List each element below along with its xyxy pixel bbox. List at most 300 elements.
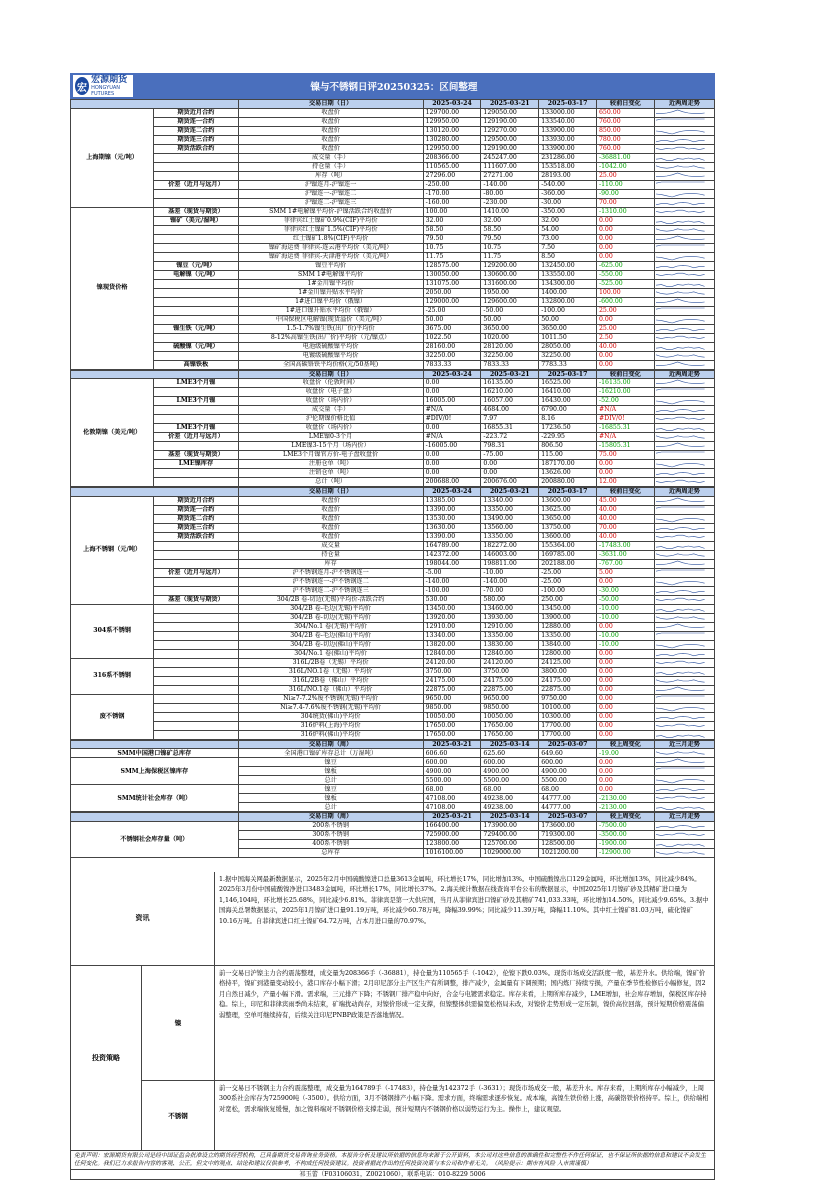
value-cell: 132450.00 <box>539 261 597 270</box>
trend-cell <box>654 234 714 243</box>
label-cell: 沪镍连一-沪镍连二 <box>238 189 423 198</box>
value-cell: 17650.00 <box>423 721 481 730</box>
table-row <box>71 270 715 279</box>
trend-cell <box>654 622 714 631</box>
sub-cell <box>154 577 238 586</box>
change-cell: 0.00 <box>597 351 655 360</box>
value-cell: 13750.00 <box>539 523 597 532</box>
value-cell: 580.00 <box>481 595 539 604</box>
table-row <box>71 676 715 685</box>
table-row <box>71 433 715 442</box>
trend-cell <box>654 640 714 649</box>
head-cell: 交易日期（日） <box>238 100 423 109</box>
value-cell: 68.00 <box>539 785 597 794</box>
table-row <box>71 586 715 595</box>
trend-cell <box>654 451 714 460</box>
value-cell: 4900.00 <box>423 767 481 776</box>
label-cell: 收盘价（场内价） <box>238 397 423 406</box>
value-cell: 1016100.00 <box>423 848 481 857</box>
head-cell: 较前日变化 <box>597 488 655 497</box>
change-cell: -12900.00 <box>597 848 655 857</box>
change-cell: 0.00 <box>597 667 655 676</box>
sparkline-chart <box>655 145 705 153</box>
sparkline-chart <box>655 469 705 477</box>
trend-cell <box>654 342 714 351</box>
strategy-stainless-text: 前一交易日不锈钢主力合约震荡整理，成交量为164789手（-17483），持仓量为142372手（-3631）；现货市场成交一般，基差升水。库存来看，上期所库存小幅减少，上周300系社会库存为725900吨（-3500）。供给方面，3月不锈钢排产小幅下降。需求方面，终端需求逐步恢复。成本端，高镍生铁价格上涨，高碳铬铁价格持平。综上，供给端相对宽松，需求端恢复缓慢，加之镍料端对不锈钢价格支撑走弱，预计短期内不锈钢价格以弱势运行为主。操作上，建议观望。 <box>215 1081 715 1151</box>
trend-cell <box>654 153 714 162</box>
sparkline-chart <box>655 379 705 387</box>
value-cell: 16057.00 <box>481 397 539 406</box>
change-cell: -16135.00 <box>597 379 655 388</box>
table-row <box>71 117 715 126</box>
sub-cell: 期货连三合约 <box>154 523 238 532</box>
value-cell: 129190.00 <box>481 117 539 126</box>
value-cell: -360.00 <box>539 189 597 198</box>
trend-cell <box>654 415 714 424</box>
label-cell: 菲律宾红土镍矿1.5%(CIF)平均价 <box>238 225 423 234</box>
sparkline-chart <box>655 127 705 135</box>
table-row <box>71 243 715 252</box>
sub-cell <box>154 415 238 424</box>
table-row <box>71 351 715 360</box>
change-cell: -16210.00 <box>597 388 655 397</box>
trend-cell <box>654 803 714 812</box>
table-row <box>71 469 715 478</box>
table-row <box>71 415 715 424</box>
table-row <box>71 613 715 622</box>
value-cell: 133550.00 <box>539 270 597 279</box>
label-cell: 红土镍矿1.8%(CIF)平均价 <box>238 234 423 243</box>
label-cell: 300系不锈钢 <box>238 830 423 839</box>
table-row <box>71 730 715 739</box>
value-cell: 182272.00 <box>481 541 539 550</box>
sparkline-chart <box>655 542 705 550</box>
change-cell: 760.00 <box>597 117 655 126</box>
value-cell: 16135.00 <box>481 379 539 388</box>
change-cell: 850.00 <box>597 126 655 135</box>
label-cell: 收盘价 <box>238 108 423 117</box>
sub-cell <box>154 252 238 261</box>
value-cell: -540.00 <box>539 180 597 189</box>
value-cell: 13340.00 <box>423 631 481 640</box>
label-cell: 1#进口镍升贴水平均价（俄镍） <box>238 306 423 315</box>
value-cell: 68.00 <box>423 785 481 794</box>
value-cell: 7833.33 <box>423 360 481 369</box>
trend-cell <box>654 613 714 622</box>
trend-cell <box>654 379 714 388</box>
table-sh-stainless <box>70 487 715 740</box>
value-cell: -223.72 <box>481 433 539 442</box>
change-cell: -1310.00 <box>597 207 655 216</box>
trend-cell <box>654 108 714 117</box>
change-cell: -2130.00 <box>597 803 655 812</box>
value-cell: 32.00 <box>423 216 481 225</box>
label-cell: 1#金川镍平均价 <box>238 279 423 288</box>
value-cell: 13385.00 <box>423 496 481 505</box>
table-row <box>71 640 715 649</box>
sub-cell <box>154 406 238 415</box>
value-cell: 47108.00 <box>423 803 481 812</box>
sub-cell: 硫酸镍（元/吨） <box>154 342 238 351</box>
table-row <box>71 622 715 631</box>
head-cell: 2025-03-21 <box>481 370 539 379</box>
sub-cell <box>154 613 238 622</box>
table-row <box>71 225 715 234</box>
value-cell: 7.50 <box>539 243 597 252</box>
strategy-label: 投资策略 <box>70 966 142 1151</box>
change-cell: -550.00 <box>597 270 655 279</box>
table-row <box>71 379 715 388</box>
sparkline-chart <box>655 623 705 631</box>
trend-cell <box>654 198 714 207</box>
trend-cell <box>654 577 714 586</box>
label-cell: 库存（吨） <box>238 171 423 180</box>
table-row <box>71 568 715 577</box>
value-cell: 13840.00 <box>539 640 597 649</box>
head-cell: 较上周变化 <box>597 813 655 822</box>
value-cell: 111607.00 <box>481 162 539 171</box>
value-cell: 130120.00 <box>423 126 481 135</box>
strategy-texts <box>215 966 715 1151</box>
sub-cell <box>154 189 238 198</box>
change-cell: 0.00 <box>597 243 655 252</box>
value-cell: -25.00 <box>539 568 597 577</box>
value-cell: 200880.00 <box>539 478 597 487</box>
label-cell: 总计（吨） <box>238 478 423 487</box>
value-cell: 133900.00 <box>539 126 597 135</box>
change-cell: -10.00 <box>597 604 655 613</box>
trend-cell <box>654 730 714 739</box>
head-cell: 2025-03-21 <box>423 740 481 749</box>
label-cell: 沪镍连二-沪镍连三 <box>238 198 423 207</box>
trend-cell <box>654 667 714 676</box>
change-cell: -7500.00 <box>597 821 655 830</box>
sparkline-chart <box>655 596 705 604</box>
trend-cell <box>654 821 714 830</box>
strategy-nickel-label: 镍 <box>142 966 215 1081</box>
value-cell: 729400.00 <box>481 830 539 839</box>
label-cell: 库存 <box>238 559 423 568</box>
value-cell: 13820.00 <box>423 640 481 649</box>
label-cell: 304/No.1 卷(佛山)平均价 <box>238 649 423 658</box>
value-cell: 32250.00 <box>423 351 481 360</box>
change-cell: 100.00 <box>597 288 655 297</box>
value-cell: 806.50 <box>539 442 597 451</box>
sparkline-chart <box>655 199 705 207</box>
sub-cell <box>154 153 238 162</box>
value-cell: 164789.00 <box>423 541 481 550</box>
value-cell: 16430.00 <box>539 397 597 406</box>
sparkline-chart <box>655 217 705 225</box>
value-cell: 133540.00 <box>539 117 597 126</box>
sub-cell: 镍矿（美元/湿吨） <box>154 216 238 225</box>
value-cell: 5500.00 <box>539 776 597 785</box>
trend-cell <box>654 442 714 451</box>
trend-cell <box>654 703 714 712</box>
value-cell: 9650.00 <box>481 694 539 703</box>
value-cell: 10.75 <box>423 243 481 252</box>
sparkline-chart <box>655 181 705 189</box>
trend-cell <box>654 839 714 848</box>
table-row <box>71 252 715 261</box>
change-cell: -36881.00 <box>597 153 655 162</box>
value-cell: 11.75 <box>481 252 539 261</box>
trend-cell <box>654 388 714 397</box>
value-cell: -350.00 <box>539 207 597 216</box>
value-cell: 13630.00 <box>423 523 481 532</box>
trend-cell <box>654 595 714 604</box>
change-cell: 0.00 <box>597 694 655 703</box>
trend-cell <box>654 785 714 794</box>
value-cell: 44777.00 <box>539 794 597 803</box>
change-cell: 0.00 <box>597 225 655 234</box>
table-row <box>71 171 715 180</box>
label-cell: 镍矿海运费 菲律宾-连云港平均价（美元/吨） <box>238 243 423 252</box>
sub-cell: 期货活跃合约 <box>154 144 238 153</box>
value-cell: -25.00 <box>539 577 597 586</box>
change-cell: #DIV/0! <box>597 415 655 424</box>
sparkline-chart <box>655 406 705 414</box>
value-cell: 100.00 <box>423 207 481 216</box>
value-cell: 129950.00 <box>423 117 481 126</box>
group-cell: SMM中国港口镍矿总库存 <box>71 749 239 758</box>
label-cell: 304/No.1 卷(无锡)平均价 <box>238 622 423 631</box>
logo-mark-icon: 宏 <box>75 77 89 95</box>
value-cell: 17650.00 <box>423 730 481 739</box>
value-cell: 13350.00 <box>481 505 539 514</box>
value-cell: 13350.00 <box>539 631 597 640</box>
trend-cell <box>654 559 714 568</box>
sparkline-chart <box>655 822 705 830</box>
info-text: 1.据中国海关网最新数据显示，2025年2月中国硫酸镍进口总量3613金属吨，环比增长17%，同比增加13%。中国硫酸镍出口129金属吨，环比增加13%，同比减少84%。2025年3月份中国硫酸镍净进口3483金属吨，环比增长17%，同比增长37%。2.海关统计数据在线查询平台公布的数据显示，中国2025年1月镍矿砂及其精矿进口量为1,146,104吨，环比增长25.68%，同比减少6.81%。菲律宾是第一大供应国，当月从菲律宾进口镍矿砂及其精矿741,033.33吨，环比增加14.50%，同比减少9.65%。3.据中国海关总署数据显示，2025年1月镍矿进口量91.19万吨，环比减少60.78万吨，降幅39.99%；同比减少11.39万吨，降幅11.10%。其中红土镍矿81.03万吨，硫化镍矿10.16万吨。自菲律宾进口红土镍矿64.72万吨，占本月进口量的70.97%。 <box>215 872 715 966</box>
value-cell: 13600.00 <box>539 496 597 505</box>
trend-cell <box>654 469 714 478</box>
trend-cell <box>654 351 714 360</box>
value-cell: 12910.00 <box>481 622 539 631</box>
value-cell: 10050.00 <box>481 712 539 721</box>
sub-cell <box>154 685 238 694</box>
value-cell: 600.00 <box>539 758 597 767</box>
value-cell: 10050.00 <box>423 712 481 721</box>
value-cell: 4900.00 <box>481 767 539 776</box>
sparkline-chart <box>655 749 705 757</box>
label-cell: LME镍0-3个月 <box>238 433 423 442</box>
value-cell: -10.00 <box>481 568 539 577</box>
label-cell: 收盘价 <box>238 144 423 153</box>
label-cell: 收盘价（伦敦时间） <box>238 379 423 388</box>
trend-cell <box>654 721 714 730</box>
value-cell: 6790.00 <box>539 406 597 415</box>
label-cell: 成交量（手） <box>238 406 423 415</box>
value-cell: 0.00 <box>423 469 481 478</box>
value-cell: 129600.00 <box>481 297 539 306</box>
table-row <box>71 442 715 451</box>
trend-cell <box>654 550 714 559</box>
sparkline-chart <box>655 569 705 577</box>
value-cell: #N/A <box>423 433 481 442</box>
trend-cell <box>654 243 714 252</box>
value-cell: 725900.00 <box>423 830 481 839</box>
label-cell: 1.5-1.7%镍生铁(出厂价)平均价 <box>238 324 423 333</box>
value-cell: 198811.00 <box>481 559 539 568</box>
value-cell: 625.60 <box>481 749 539 758</box>
trend-cell <box>654 523 714 532</box>
value-cell: 3675.00 <box>423 324 481 333</box>
sparkline-chart <box>655 433 705 441</box>
value-cell: 200688.00 <box>423 478 481 487</box>
table-row <box>71 360 715 369</box>
change-cell: 0.00 <box>597 721 655 730</box>
sub-cell: 镍生铁（元/吨） <box>154 324 238 333</box>
head-cell: 2025-03-14 <box>481 813 539 822</box>
value-cell: 58.50 <box>481 225 539 234</box>
value-cell: 123800.00 <box>423 839 481 848</box>
sub-cell <box>154 622 238 631</box>
sub-cell: 期货连三合约 <box>154 135 238 144</box>
value-cell: 0.00 <box>481 460 539 469</box>
sub-cell <box>154 198 238 207</box>
value-cell: 24175.00 <box>423 676 481 685</box>
sub-cell <box>154 306 238 315</box>
sub-cell: 价差（近月与远月） <box>154 180 238 189</box>
sub-cell <box>154 315 238 324</box>
value-cell: 27271.00 <box>481 171 539 180</box>
trend-cell <box>654 676 714 685</box>
table-row <box>71 451 715 460</box>
label-cell: 1#进口镍平均价（俄镍） <box>238 297 423 306</box>
table-row <box>71 532 715 541</box>
value-cell: 32250.00 <box>481 351 539 360</box>
table-sh-nickel <box>70 99 715 370</box>
label-cell: 1#金川镍升贴水平均价 <box>238 288 423 297</box>
value-cell: 50.00 <box>423 315 481 324</box>
value-cell: 2050.00 <box>423 288 481 297</box>
label-cell: 中国保税区电解镍(现货溢价（美元/吨） <box>238 315 423 324</box>
value-cell: 129700.00 <box>423 108 481 117</box>
change-cell: -52.00 <box>597 397 655 406</box>
group-cell: 316系不锈钢 <box>71 658 154 694</box>
value-cell: 125700.00 <box>481 839 539 848</box>
table-row <box>71 306 715 315</box>
label-cell: SMM 1#电解镍平均价 <box>238 270 423 279</box>
value-cell: 17700.00 <box>539 730 597 739</box>
label-cell: 304统货(佛山)平均价 <box>238 712 423 721</box>
table-row <box>71 460 715 469</box>
value-cell: -140.00 <box>481 180 539 189</box>
sub-cell: 基差（现货与期货） <box>154 451 238 460</box>
change-cell: 0.00 <box>597 776 655 785</box>
trend-cell <box>654 496 714 505</box>
value-cell: 16525.00 <box>539 379 597 388</box>
head-cell: 较上周变化 <box>597 740 655 749</box>
sub-cell <box>154 171 238 180</box>
change-cell: 780.00 <box>597 135 655 144</box>
sub-cell <box>154 234 238 243</box>
change-cell: 0.00 <box>597 758 655 767</box>
table-row <box>71 153 715 162</box>
contact-line: 祁玉蕾（F03106031，Z0021060），联系电话：010-8229 5006 <box>70 1170 715 1180</box>
table-row <box>71 658 715 667</box>
head-cell: 较前日变化 <box>597 100 655 109</box>
value-cell: -140.00 <box>423 577 481 586</box>
strategy-section <box>70 966 715 1151</box>
change-cell: 0.00 <box>597 658 655 667</box>
trend-cell <box>654 749 714 758</box>
trend-cell <box>654 694 714 703</box>
label-cell: 沪不锈钢连二-沪不锈钢连三 <box>238 586 423 595</box>
sparkline-chart <box>655 280 705 288</box>
value-cell: 49238.00 <box>481 794 539 803</box>
value-cell: 73.00 <box>539 234 597 243</box>
sparkline-chart <box>655 190 705 198</box>
table-row <box>71 541 715 550</box>
value-cell: 24175.00 <box>481 676 539 685</box>
sub-cell <box>154 721 238 730</box>
label-cell: 持仓量（手） <box>238 162 423 171</box>
value-cell: 7833.33 <box>481 360 539 369</box>
trend-cell <box>654 631 714 640</box>
sub-cell <box>154 225 238 234</box>
value-cell: 32.00 <box>481 216 539 225</box>
value-cell: 17700.00 <box>539 721 597 730</box>
sub-cell <box>154 559 238 568</box>
value-cell: 132800.00 <box>539 297 597 306</box>
table-row <box>71 712 715 721</box>
group-cell: SMM统计社会库存（吨） <box>71 785 239 812</box>
label-cell: 304/2B 卷-毛边(佛山)平均价 <box>238 631 423 640</box>
value-cell: 13650.00 <box>539 514 597 523</box>
change-cell: -525.00 <box>597 279 655 288</box>
value-cell: 129500.00 <box>481 135 539 144</box>
trend-cell <box>654 189 714 198</box>
label-cell: 注销仓单（吨） <box>238 469 423 478</box>
change-cell: 25.00 <box>597 324 655 333</box>
value-cell: 1020.00 <box>481 333 539 342</box>
sub-cell: 期货连一合约 <box>154 505 238 514</box>
label-cell: 304/2B 卷-毛边(无锡)平均价 <box>238 604 423 613</box>
change-cell: -30.00 <box>597 586 655 595</box>
sub-cell <box>154 333 238 342</box>
sparkline-chart <box>655 533 705 541</box>
value-cell: -5.00 <box>423 568 481 577</box>
table-row <box>71 595 715 604</box>
change-cell: -16855.31 <box>597 424 655 433</box>
value-cell: 0.00 <box>423 460 481 469</box>
value-cell: 133000.00 <box>539 108 597 117</box>
sparkline-chart <box>655 325 705 333</box>
sparkline-chart <box>655 560 705 568</box>
group-cell: 镍现货价格 <box>71 207 154 369</box>
label-cell: 收盘价（场内价） <box>238 424 423 433</box>
trend-cell <box>654 324 714 333</box>
sparkline-chart <box>655 605 705 613</box>
value-cell: 24175.00 <box>539 676 597 685</box>
sub-cell <box>154 586 238 595</box>
sparkline-chart <box>655 316 705 324</box>
change-cell: 0.00 <box>597 676 655 685</box>
trend-cell <box>654 207 714 216</box>
value-cell: 10300.00 <box>539 712 597 721</box>
sub-cell: 高镍铁板 <box>154 360 238 369</box>
change-cell: -2130.00 <box>597 794 655 803</box>
value-cell: 530.00 <box>423 595 481 604</box>
change-cell: 0.00 <box>597 460 655 469</box>
change-cell: 45.00 <box>597 496 655 505</box>
table-row <box>71 406 715 415</box>
value-cell: 79.50 <box>481 234 539 243</box>
group-cell: 不锈钢社会库存量（吨） <box>71 821 239 857</box>
label-cell: 316L/2B卷（无锡）平均价 <box>238 658 423 667</box>
